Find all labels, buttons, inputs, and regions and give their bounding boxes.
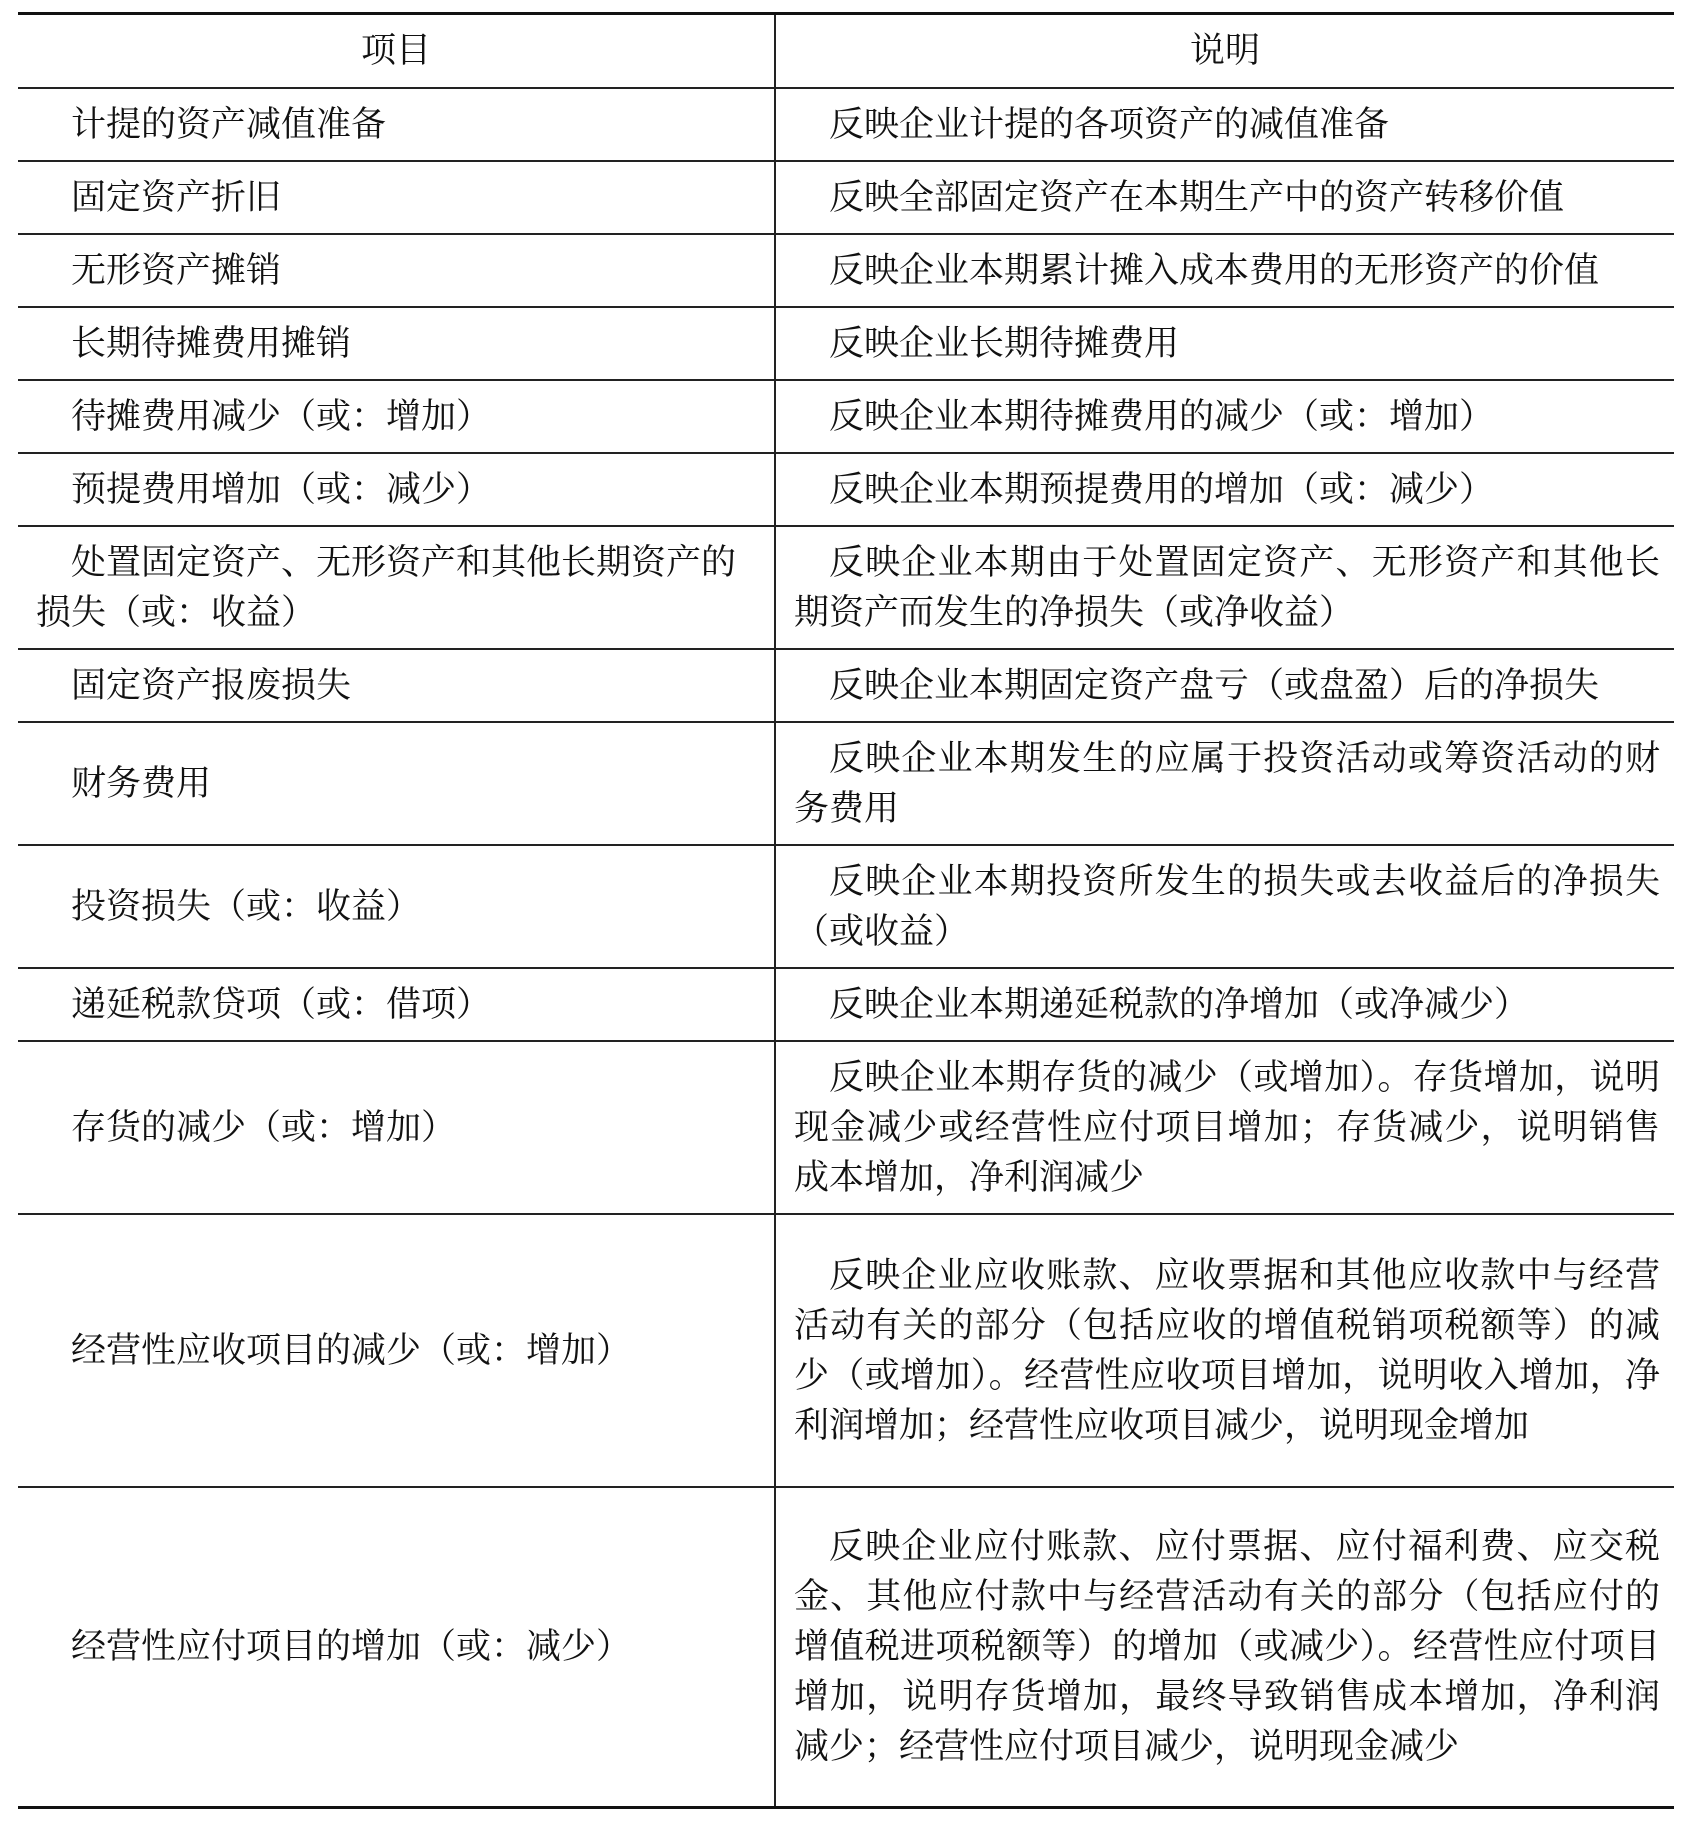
table-row: [18, 88, 1674, 161]
cash-flow-adjustment-table: [18, 12, 1674, 1809]
item-cell: 经营性应付项目的增加（或：减少）: [18, 1487, 775, 1807]
column-header-description: 说明: [775, 14, 1674, 89]
description-cell: 反映全部固定资产在本期生产中的资产转移价值: [775, 161, 1674, 234]
table-header-row: [18, 14, 1674, 89]
table-row: [18, 968, 1674, 1041]
description-cell: 反映企业本期投资所发生的损失或去收益后的净损失（或收益）: [775, 845, 1674, 968]
table-row: [18, 307, 1674, 380]
item-cell: 处置固定资产、无形资产和其他长期资产的损失（或：收益）: [18, 526, 775, 649]
description-cell: 反映企业计提的各项资产的减值准备: [775, 88, 1674, 161]
description-cell: 反映企业本期由于处置固定资产、无形资产和其他长期资产而发生的净损失（或净收益）: [775, 526, 1674, 649]
description-cell: 反映企业本期预提费用的增加（或：减少）: [775, 453, 1674, 526]
item-cell: 递延税款贷项（或：借项）: [18, 968, 775, 1041]
column-header-item: 项目: [18, 14, 775, 89]
item-cell: 待摊费用减少（或：增加）: [18, 380, 775, 453]
table-row: [18, 380, 1674, 453]
table-row: [18, 234, 1674, 307]
table-row: [18, 1041, 1674, 1214]
document-page: [18, 0, 1674, 1822]
item-cell: 无形资产摊销: [18, 234, 775, 307]
item-cell: 固定资产折旧: [18, 161, 775, 234]
description-cell: 反映企业应收账款、应收票据和其他应收款中与经营活动有关的部分（包括应收的增值税销项税额等）的减少（或增加）。经营性应收项目增加，说明收入增加，净利润增加；经营性应收项目减少，说明现金增加: [775, 1214, 1674, 1487]
item-cell: 存货的减少（或：增加）: [18, 1041, 775, 1214]
table-row: [18, 845, 1674, 968]
description-cell: 反映企业长期待摊费用: [775, 307, 1674, 380]
table-row: [18, 453, 1674, 526]
description-cell: 反映企业应付账款、应付票据、应付福利费、应交税金、其他应付款中与经营活动有关的部分（包括应付的增值税进项税额等）的增加（或减少）。经营性应付项目增加，说明存货增加，最终导致销售成本增加，净利润减少；经营性应付项目减少，说明现金减少: [775, 1487, 1674, 1807]
table-row: [18, 1487, 1674, 1807]
item-cell: 固定资产报废损失: [18, 649, 775, 722]
item-cell: 计提的资产减值准备: [18, 88, 775, 161]
description-cell: 反映企业本期存货的减少（或增加）。存货增加，说明现金减少或经营性应付项目增加；存货减少，说明销售成本增加，净利润减少: [775, 1041, 1674, 1214]
item-cell: 财务费用: [18, 722, 775, 845]
item-cell: 经营性应收项目的减少（或：增加）: [18, 1214, 775, 1487]
table-row: [18, 649, 1674, 722]
table-row: [18, 722, 1674, 845]
description-cell: 反映企业本期发生的应属于投资活动或筹资活动的财务费用: [775, 722, 1674, 845]
table-row: [18, 1214, 1674, 1487]
item-cell: 预提费用增加（或：减少）: [18, 453, 775, 526]
item-cell: 长期待摊费用摊销: [18, 307, 775, 380]
description-cell: 反映企业本期固定资产盘亏（或盘盈）后的净损失: [775, 649, 1674, 722]
description-cell: 反映企业本期递延税款的净增加（或净减少）: [775, 968, 1674, 1041]
description-cell: 反映企业本期待摊费用的减少（或：增加）: [775, 380, 1674, 453]
item-cell: 投资损失（或：收益）: [18, 845, 775, 968]
table-row: [18, 526, 1674, 649]
table-row: [18, 161, 1674, 234]
cropped-title-remnant: [358, 0, 1388, 5]
description-cell: 反映企业本期累计摊入成本费用的无形资产的价值: [775, 234, 1674, 307]
